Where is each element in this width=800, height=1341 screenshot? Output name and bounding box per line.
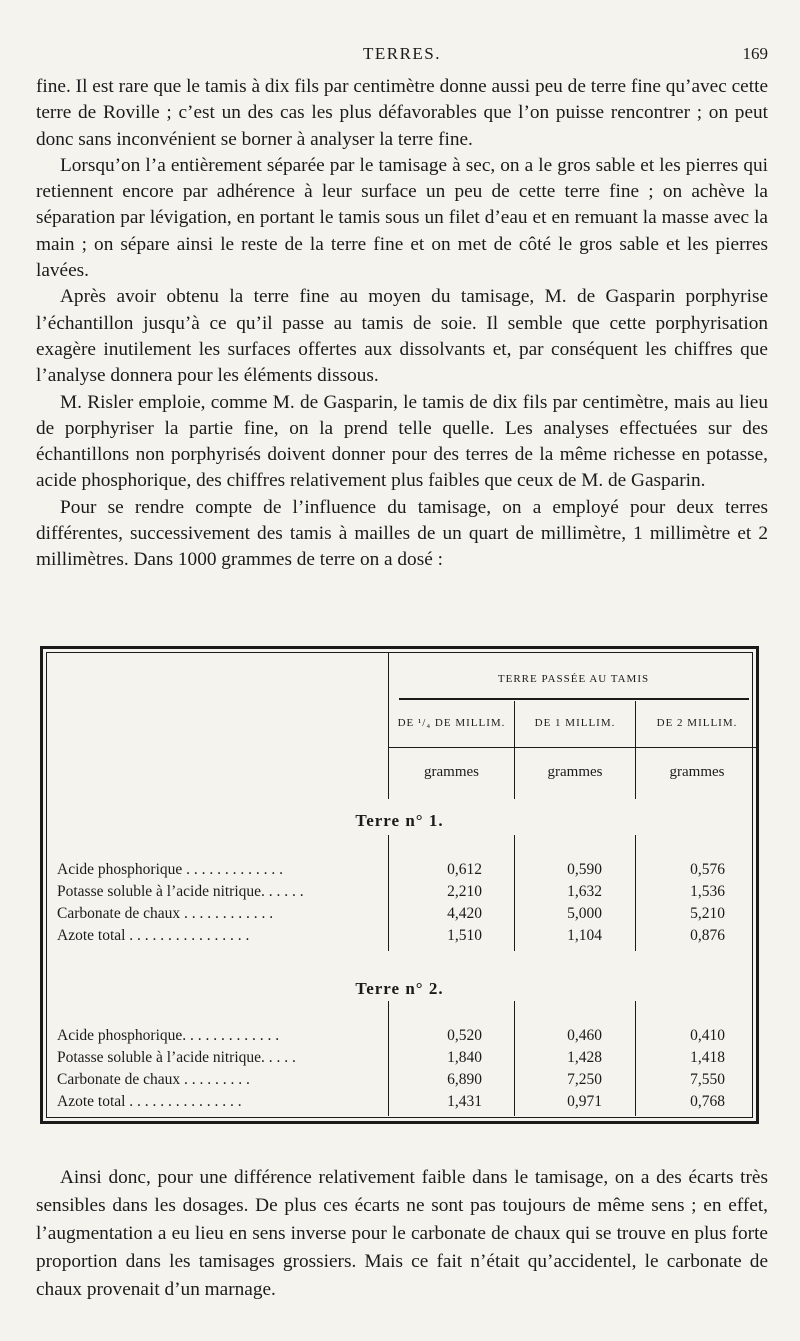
column-header-2-mm: DE 2 MILLIM. — [656, 717, 738, 729]
row-label: Acide phosphorique. . . . . . . . . . . . . — [57, 1027, 280, 1044]
cell-value: 0,876 — [690, 927, 725, 944]
cell-value: 1,840 — [447, 1049, 482, 1066]
page-header — [36, 44, 768, 70]
row-label: Azote total . . . . . . . . . . . . . . . . — [57, 927, 250, 944]
row-label: Potasse soluble à l’acide nitrique. . . . . — [57, 1049, 296, 1066]
cell-value: 6,890 — [447, 1071, 482, 1088]
paragraph-5: Pour se rendre compte de l’influence du tamisage, on a employé pour deux terres différentes, successivement des tamis à mailles de un quart de millimètre, 1 millimètre et 2 millimètres. Dans 1000 grammes de terre on a dosé : — [36, 496, 768, 571]
cell-value: 4,420 — [447, 905, 482, 922]
row-label: Potasse soluble à l’acide nitrique. . . . . . — [57, 883, 304, 900]
paragraph-2: Lorsqu’on l’a entièrement séparée par le tamisage à sec, on a le gros sable et les pierres qui retiennent encore par adhérence à leur surface un peu de cette terre fine ; on achève la séparation par lévigation, en portant le tamis sous un filet d’eau et en remuant la masse avec la main ; on sépare ainsi le reste de la terre fine et on met de côté le gros sable et les pierres lavées. — [36, 154, 768, 282]
table-inner-border — [46, 652, 753, 1118]
cell-value: 7,550 — [690, 1071, 725, 1088]
group-header-rule — [399, 698, 749, 700]
cell-value: 0,576 — [690, 861, 725, 878]
closing-paragraph: Ainsi donc, pour une différence relativement faible dans le tamisage, on a des écarts très sensibles dans les dosages. De plus ces écarts ne sont pas toujours de même sens ; en effet, l’augmentation a eu lieu en sens inverse pour le carbonate de chaux qui se trouve en plus forte proportion dans les tamisages grossiers. Mais ce fait n’était qu’accidentel, le carbonate de chaux provenait d’un marnage. — [36, 1167, 768, 1300]
row-label: Acide phosphorique . . . . . . . . . . . . . — [57, 861, 284, 878]
body-text — [36, 74, 768, 574]
cell-value: 5,210 — [690, 905, 725, 922]
unit-label-col1: grammes — [424, 764, 479, 780]
running-title: TERRES. — [362, 44, 442, 63]
cell-value: 1,418 — [690, 1049, 725, 1066]
row-label: Carbonate de chaux . . . . . . . . . — [57, 1071, 250, 1088]
paragraph-4: M. Risler emploie, comme M. de Gasparin, le tamis de dix fils par centimètre, mais au lieu de porphyriser la partie fine, on la prend telle quelle. Les analyses effectuées sur des échantillons non porphyrisés doivent donner pour des terres de la même richesse en potasse, acide phosphorique, des chiffres relativement plus faibles que ceux de M. de Gasparin. — [36, 391, 768, 492]
cell-value: 1,510 — [447, 927, 482, 944]
paragraph-3: Après avoir obtenu la terre fine au moyen du tamisage, M. de Gasparin porphyrise l’échantillon jusqu’à ce qu’il passe au tamis de soie. Il semble que cette porphyrisation exagère inutilement les surfaces offertes aux dissolvants et, par conséquent les chiffres que l’analyse donnera pour les éléments dissous. — [36, 286, 768, 387]
column-header-quarter-mm: DE ¹/₄ DE MILLIM. — [397, 717, 506, 729]
cell-value: 1,536 — [690, 883, 725, 900]
cell-value: 1,428 — [567, 1049, 602, 1066]
table-divider-v4 — [388, 835, 389, 951]
cell-value: 1,632 — [567, 883, 602, 900]
table-divider-v2 — [514, 701, 515, 799]
page-number: 169 — [742, 44, 768, 63]
column-header-rule — [389, 747, 758, 748]
cell-value: 0,590 — [567, 861, 602, 878]
cell-value: 0,410 — [690, 1027, 725, 1044]
unit-label-col3: grammes — [669, 764, 725, 780]
row-label: Azote total . . . . . . . . . . . . . . . — [57, 1093, 242, 1110]
unit-label-col2: grammes — [547, 764, 603, 780]
cell-value: 0,612 — [447, 861, 482, 878]
paragraph-1: fine. Il est rare que le tamis à dix fils par centimètre donne aussi peu de terre fine qu’avec cette terre de Roville ; c’est un des cas les plus défavorables que l’on puisse rencontrer ; on peut donc sans inconvénient se borner à analyser la terre fine. — [36, 76, 768, 150]
table-divider-v3 — [635, 701, 636, 799]
group-header: TERRE PASSÉE AU TAMIS — [497, 673, 650, 685]
closing-text — [36, 1164, 768, 1304]
cell-value: 0,768 — [690, 1093, 725, 1110]
cell-value: 0,520 — [447, 1027, 482, 1044]
cell-value: 7,250 — [567, 1071, 602, 1088]
cell-value: 1,104 — [567, 927, 602, 944]
data-table — [40, 646, 759, 1124]
section-title-terre-1: Terre n° 1. — [355, 811, 444, 830]
table-divider-v7 — [388, 1001, 389, 1116]
row-label: Carbonate de chaux . . . . . . . . . . . . — [57, 905, 274, 922]
section-title-terre-2: Terre n° 2. — [355, 979, 444, 998]
cell-value: 5,000 — [567, 905, 602, 922]
cell-value: 0,971 — [567, 1093, 602, 1110]
column-header-1-mm: DE 1 MILLIM. — [534, 717, 616, 729]
cell-value: 2,210 — [447, 883, 482, 900]
cell-value: 1,431 — [447, 1093, 482, 1110]
cell-value: 0,460 — [567, 1027, 602, 1044]
